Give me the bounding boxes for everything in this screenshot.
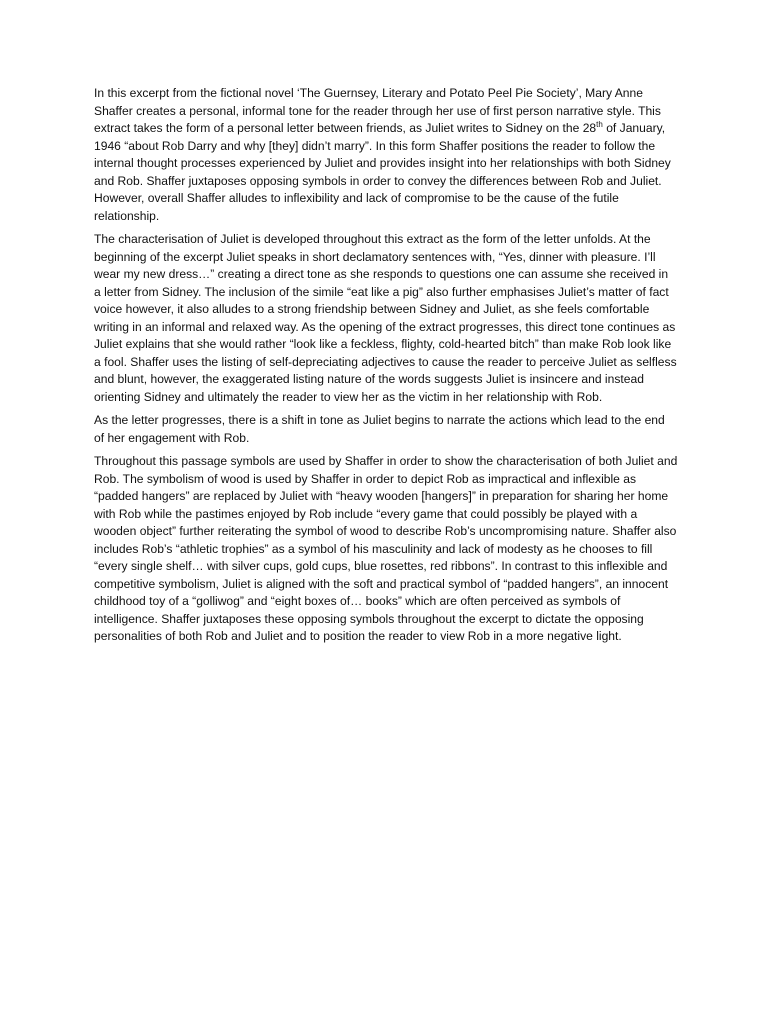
paragraph-symbolism: Throughout this passage symbols are used by Shaffer in order to show the characterisation of both Juliet and Rob. The symbolism of wood is used by Shaffer in order to depict Rob as impractical and inflexible as “padded hangers” are replaced by Juliet with “heavy wooden [hangers]” in preparation for sharing her home with Rob while the pastimes enjoyed by Rob include “every game that could possibly be played with a wooden object” further reiterating the symbol of wood to describe Rob’s uncompromising nature. Shaffer also includes Rob’s “athletic trophies” as a symbol of his masculinity and lack of modesty as he chooses to fill “every single shelf… with silver cups, gold cups, blue rosettes, red ribbons”. In contrast to this inflexible and competitive symbolism, Juliet is aligned with the soft and practical symbol of “padded hangers”, an innocent childhood toy of a “golliwog” and “eight boxes of… books” which are often perceived as symbols of intelligence. Shaffer juxtaposes these opposing symbols throughout the excerpt to dictate the opposing personalities of both Rob and Juliet and to position the reader to view Rob in a more negative light.: [94, 454, 678, 643]
paragraph-characterisation: The characterisation of Juliet is developed throughout this extract as the form of the letter unfolds. At the beginning of the excerpt Juliet speaks in short declamatory sentences with, “Yes, dinner with pleasure. I’ll wear my new dress…” creating a direct tone as she responds to questions one can assume she received in a letter from Sidney. The inclusion of the simile “eat like a pig” also further emphasises Juliet’s matter of fact voice however, it also alludes to a strong friendship between Sidney and Juliet, as she feels comfortable writing in an informal and relaxed way. As the opening of the extract progresses, this direct tone continues as Juliet explains that she would rather “look like a feckless, flighty, cold-hearted bitch” than make Rob look like a fool. Shaffer uses the listing of self-depreciating adjectives to cause the reader to perceive Juliet as selfless and blunt, however, the exaggerated listing nature of the words suggests Juliet is insincere and instead orienting Sidney and ultimately the reader to view her as the victim in her relationship with Rob.: [94, 232, 677, 404]
paragraph-intro: [94, 85, 678, 225]
document-body: [94, 85, 678, 652]
paragraph-intro-text-start: In this excerpt from the fictional novel ‘The Guernsey, Literary and Potato Peel Pie Society’, Mary Anne Shaffer creates a personal, informal tone for the reader through her use of first person narrative style. This extract takes the form of a personal letter between friends, as Juliet writes to Sidney on the 28: [94, 86, 661, 135]
paragraph-intro-text-end: of January, 1946 “about Rob Darry and why [they] didn’t marry”. In this form Shaffer positions the reader to follow the internal thought processes experienced by Juliet and provides insight into her relationships with both Sidney and Rob. Shaffer juxtaposes opposing symbols in order to convey the differences between Rob and Juliet. However, overall Shaffer alludes to inflexibility and lack of compromise to be the cause of the futile relationship.: [94, 121, 671, 223]
paragraph-tone-shift: As the letter progresses, there is a shift in tone as Juliet begins to narrate the actions which lead to the end of her engagement with Rob.: [94, 413, 665, 445]
ordinal-suffix: th: [596, 119, 603, 129]
